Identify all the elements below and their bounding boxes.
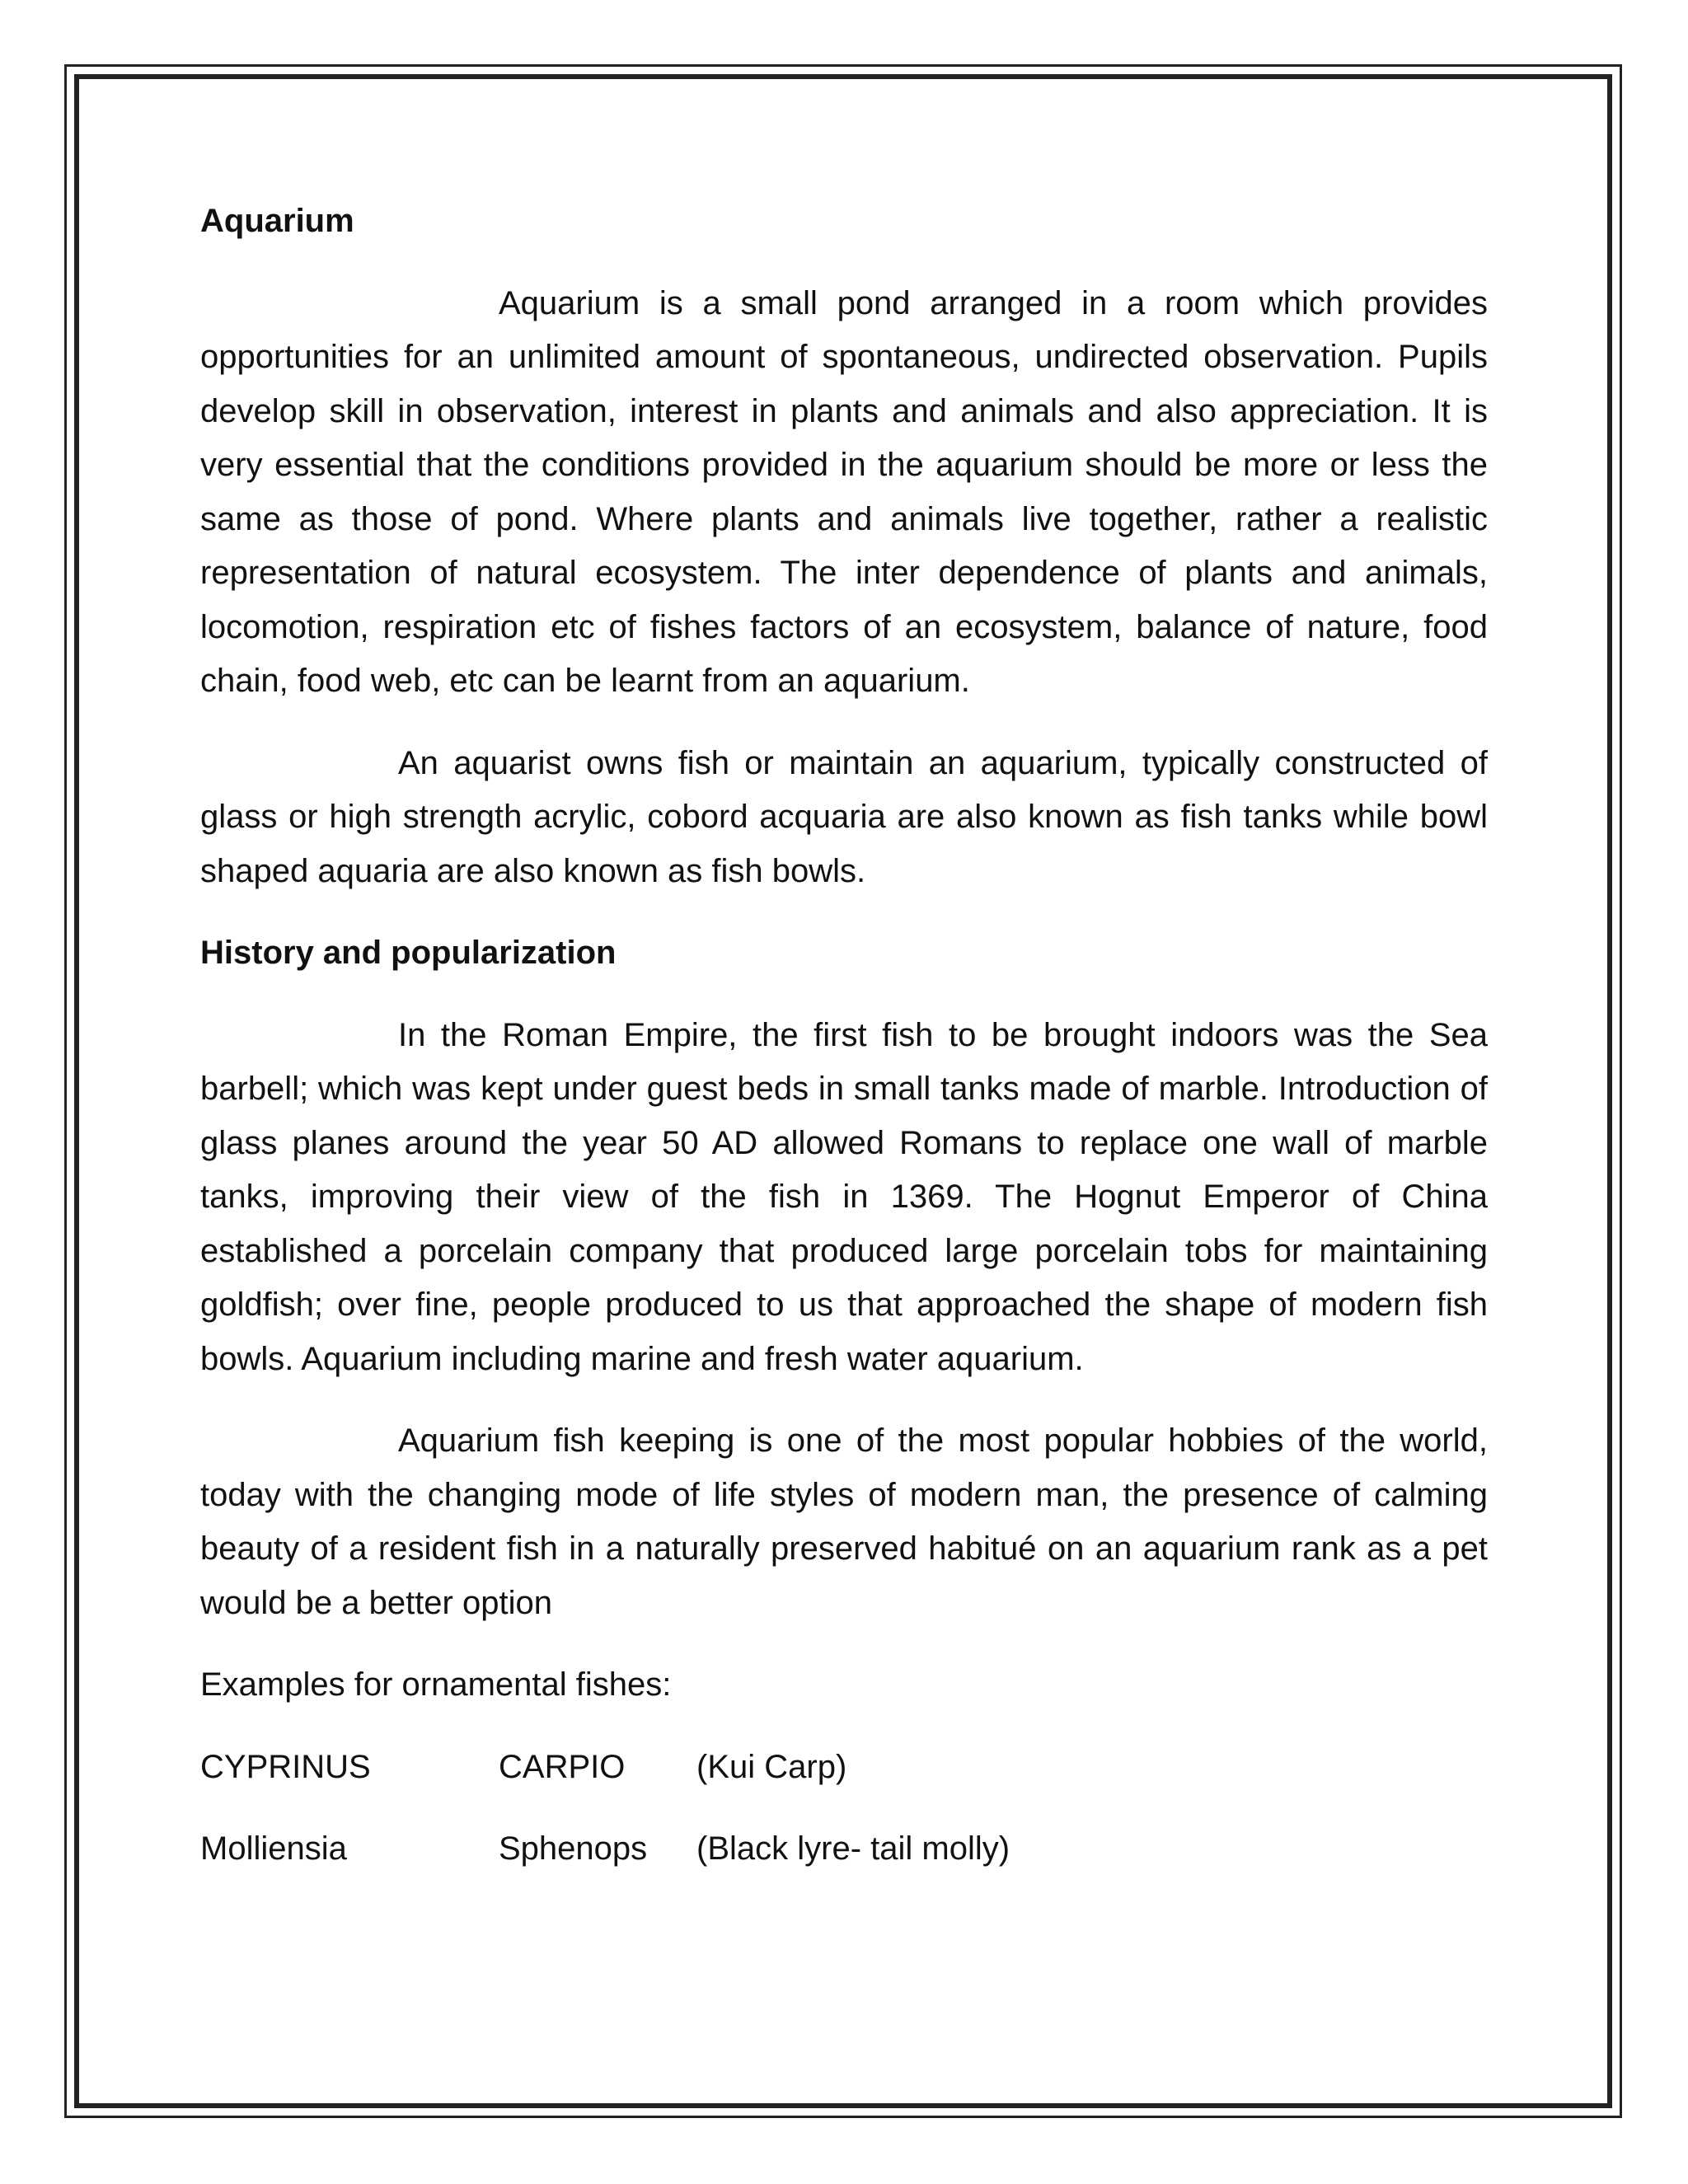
fish-genus: CYPRINUS bbox=[200, 1748, 371, 1785]
document-body bbox=[200, 194, 1488, 1905]
heading-history: History and popularization bbox=[200, 935, 617, 971]
fish-common-name: (Kui Carp) bbox=[696, 1748, 847, 1785]
fish-genus: Molliensia bbox=[200, 1830, 347, 1867]
paragraph-fish-keeping: Aquarium fish keeping is one of the most popular hobbies of the world, today with the changing mode of life styles of modern man, the presence of calming beauty of a resident fish in a naturally preserved habitué on an aquarium rank as a pet would be a better option bbox=[200, 1422, 1488, 1621]
fish-common-name: (Black lyre- tail molly) bbox=[696, 1830, 1010, 1867]
fish-example-row bbox=[200, 1822, 1488, 1877]
heading-aquarium: Aquarium bbox=[200, 203, 354, 239]
fish-example-row bbox=[200, 1741, 1488, 1795]
paragraph-aquarist: An aquarist owns fish or maintain an aquarium, typically constructed of glass or high strength acrylic, cobord acquaria are also known as fish tanks while bowl shaped aquaria are also known as fish bowls. bbox=[200, 744, 1488, 889]
examples-intro: Examples for ornamental fishes: bbox=[200, 1666, 672, 1703]
paragraph-aquarium-intro: Aquarium is a small pond arranged in a room which provides opportunities for an unlimited amount of spontaneous, undirected observation. Pupils develop skill in observation, interest in plants and animals and also appreciation. It is very essential that the conditions provided in the aquarium should be more or less the same as those of pond. Where plants and animals live together, rather a realistic representation of natural ecosystem. The inter dependence of plants and animals, locomotion, respiration etc of fishes factors of an ecosystem, balance of nature, food chain, food web, etc can be learnt from an aquarium. bbox=[200, 284, 1488, 699]
fish-species: Sphenops bbox=[499, 1830, 648, 1867]
fish-species: CARPIO bbox=[499, 1748, 626, 1785]
paragraph-roman-empire: In the Roman Empire, the first fish to be brought indoors was the Sea barbell; which was kept under guest beds in small tanks made of marble. Introduction of glass planes around the year 50 AD allowed Romans to replace one wall of marble tanks, improving their view of the fish in 1369. The Hognut Emperor of China established a porcelain company that produced large porcelain tobs for maintaining goldfish; over fine, people produced to us that approached the shape of modern fish bowls. Aquarium including marine and fresh water aquarium. bbox=[200, 1016, 1488, 1377]
